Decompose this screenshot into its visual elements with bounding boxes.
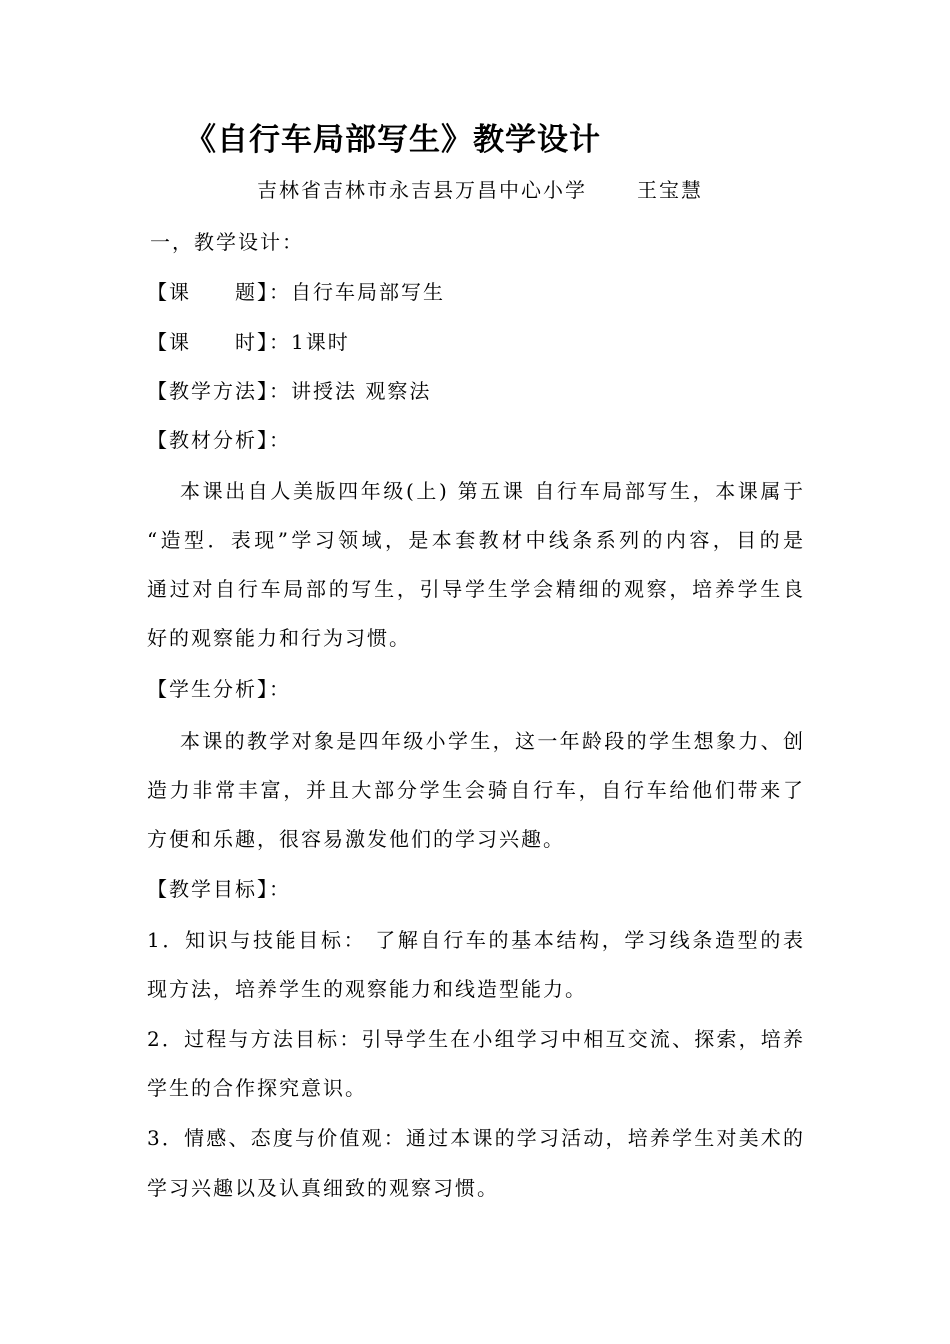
student-heading: 【学生分析】： [147,677,291,701]
topic-field [147,278,445,306]
goal-line: 学习兴趣以及认真细致的观察习惯。 [147,1176,499,1200]
material-line: 通过对自行车局部的写生，引导学生学会精细的观察，培养学生良 [147,577,805,601]
goal-line: 3．情感、态度与价值观：通过本课的学习活动，培养学生对美术的 [147,1126,805,1150]
topic-label: 【课 题】： [147,280,291,304]
student-line: 方便和乐趣，很容易激发他们的学习兴趣。 [147,827,565,851]
material-line: “造型．表现”学习领域，是本套教材中线条系列的内容，目的是 [147,528,805,552]
author-school: 吉林省吉林市永吉县万昌中心小学 [257,178,587,202]
method-label: 【教学方法】： [147,379,291,403]
material-heading: 【教材分析】： [147,428,291,452]
method-value: 讲授法 观察法 [291,379,432,403]
hours-value: 1课时 [291,330,350,354]
student-line: 造力非常丰富，并且大部分学生会骑自行车，自行车给他们带来了 [147,778,805,802]
document-title: 《自行车局部写生》教学设计 [185,122,601,158]
goal-line: 2．过程与方法目标：引导学生在小组学习中相互交流、探索，培养 [147,1027,805,1051]
material-line: 本课出自人美版四年级(上) 第五课 自行车局部写生，本课属于 [180,479,805,503]
topic-value: 自行车局部写生 [291,280,445,304]
section-heading: 一，教学设计： [150,230,304,254]
hours-field [147,328,350,356]
goal-line: 学生的合作探究意识。 [147,1076,367,1100]
hours-label: 【课 时】： [147,330,291,354]
goal-line: 1．知识与技能目标： 了解自行车的基本结构，学习线条造型的表 [147,928,805,952]
student-line: 本课的教学对象是四年级小学生，这一年龄段的学生想象力、创 [180,729,805,753]
method-field [147,377,431,405]
material-line: 好的观察能力和行为习惯。 [147,626,411,650]
goal-line: 现方法，培养学生的观察能力和线造型能力。 [147,977,587,1001]
author-name: 王宝慧 [637,178,703,202]
goals-heading: 【教学目标】： [147,877,291,901]
